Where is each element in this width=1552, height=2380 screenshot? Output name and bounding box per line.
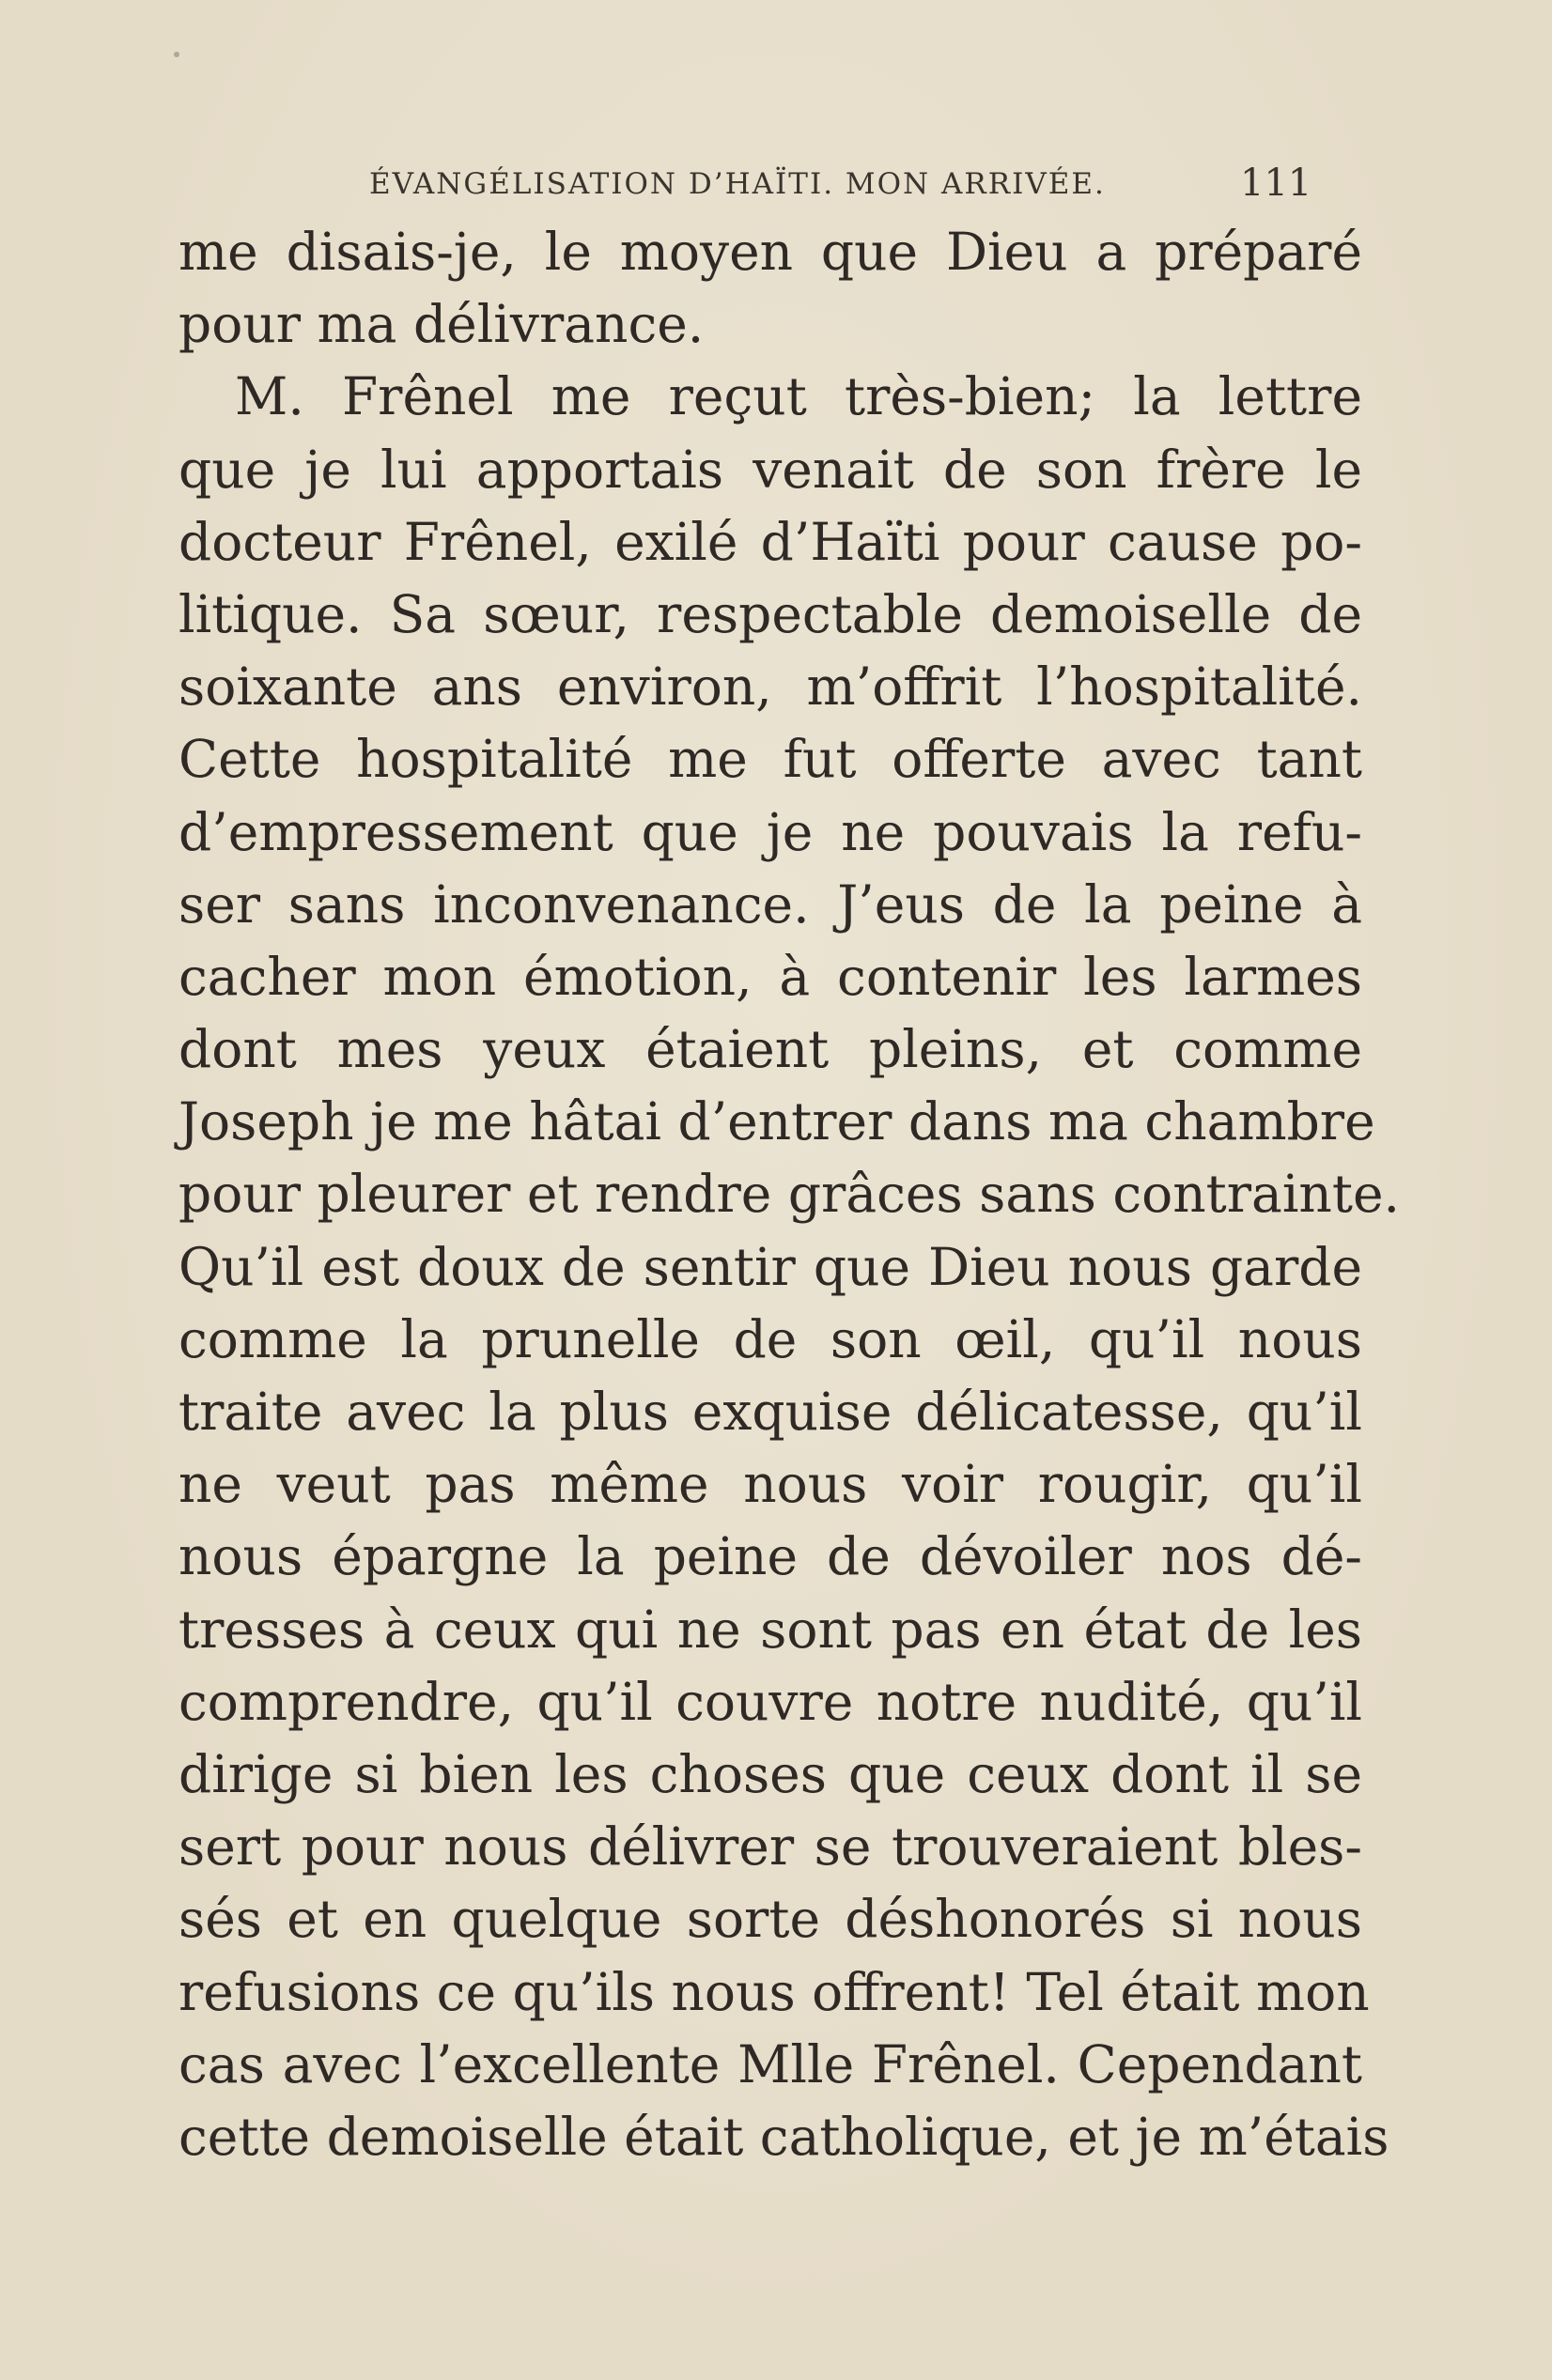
text-line: Cette hospitalité me fut offerte avec tant — [178, 729, 1362, 790]
text-line: litique. Sa sœur, respectable demoiselle de — [178, 583, 1362, 644]
text-line: ser sans inconvenance. J’eus de la peine à — [178, 873, 1362, 935]
running-header — [0, 162, 1552, 209]
text-line: cette demoiselle était catholique, et je m’étais — [178, 2106, 1389, 2167]
text-line: que je lui apportais venait de son frère le — [178, 439, 1362, 500]
body-text — [178, 216, 1400, 2173]
page-number: 111 — [1240, 162, 1312, 205]
paper-speck — [174, 52, 179, 57]
text-line: cacher mon émotion, à contenir les larmes — [178, 946, 1362, 1007]
running-title: ÉVANGÉLISATION D’HAÏTI. MON ARRIVÉE. — [369, 167, 1106, 201]
text-line: tresses à ceux qui ne sont pas en état de les — [178, 1599, 1362, 1660]
text-line: sert pour nous délivrer se trouveraient bles- — [178, 1816, 1362, 1878]
text-line: traite avec la plus exquise délicatesse, qu’il — [178, 1382, 1362, 1442]
text-line: comprendre, qu’il couvre notre nudité, qu’il — [178, 1671, 1362, 1732]
text-line: nous épargne la peine de dévoiler nos dé- — [178, 1526, 1362, 1587]
text-line: dirige si bien les choses que ceux dont il se — [178, 1743, 1362, 1804]
text-line: soixante ans environ, m’offrit l’hospitalité. — [178, 657, 1362, 718]
text-line: d’empressement que je ne pouvais la refu- — [178, 801, 1362, 862]
text-line: Qu’il est doux de sentir que Dieu nous garde — [178, 1236, 1362, 1297]
text-line: pour ma délivrance. — [178, 294, 705, 355]
text-line: sés et en quelque sorte déshonorés si nous — [178, 1889, 1362, 1950]
text-line: docteur Frênel, exilé d’Haïti pour cause po- — [178, 511, 1362, 572]
text-line: ne veut pas même nous voir rougir, qu’il — [178, 1454, 1362, 1515]
text-line: cas avec l’excellente Mlle Frênel. Cependant — [178, 2033, 1362, 2094]
text-line: refusions ce qu’ils nous offrent! Tel était mon — [178, 1961, 1370, 2022]
text-line: me disais-je, le moyen que Dieu a préparé — [178, 222, 1362, 282]
text-line: Joseph je me hâtai d’entrer dans ma chambre — [178, 1091, 1375, 1152]
text-line: comme la prunelle de son œil, qu’il nous — [178, 1308, 1362, 1369]
text-line: dont mes yeux étaient pleins, et comme — [178, 1019, 1362, 1080]
text-line: M. Frênel me reçut très-bien; la lettre — [235, 366, 1362, 427]
text-line: pour pleurer et rendre grâces sans contrainte. — [178, 1164, 1400, 1225]
